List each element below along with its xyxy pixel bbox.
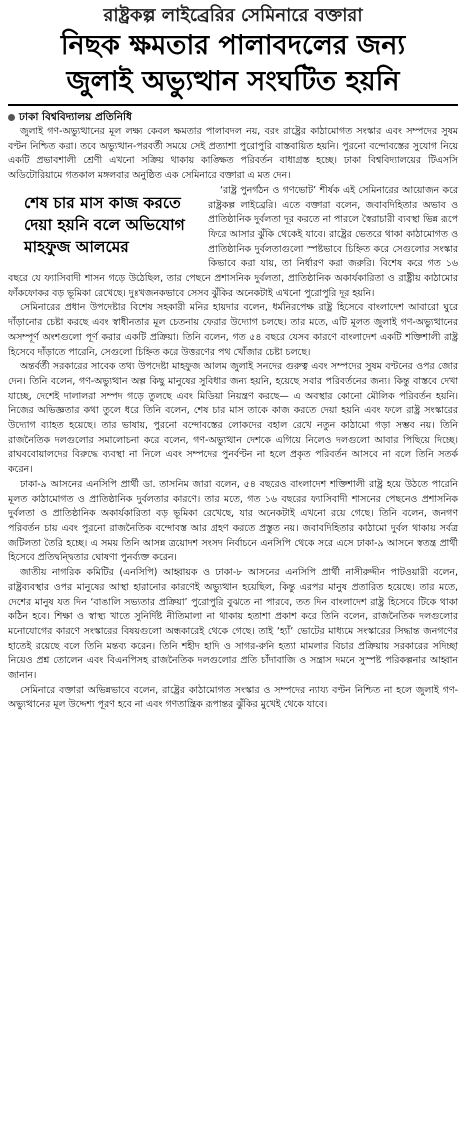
- headline-line-1: নিছক ক্ষমতার পালাবদলের জন্য: [60, 30, 406, 61]
- article-paragraph: ‘রাষ্ট্র পুনর্গঠন ও গণভোট’ শীর্ষক এই সেমিনারের আয়োজন করে রাষ্ট্রকল্প লাইব্রেরি। এতে বক্তারা বলেন, জবাবদিহিতার অভাব ও প্রাতিষ্ঠানিক দুর্বলতা দূর করতে না পারলে স্বৈরাচারী ব্যবস্থা ভিন্ন রূপে ফিরে আসার ঝুঁকি থেকেই যাবে। রাষ্ট্রের ভেতরে থাকা কাঠামোগত ও প্রাতিষ্ঠানিক দুর্বলতাগুলো স্পষ্টভাবে চিহ্নিত করে সেগুলোর সংস্কার কিভাবে করা যায়, তা নির্ধারণ করা জরুরি। বিশেষ করে গত ১৬ বছরে যে ফ্যাসিবাদী শাসন গড়ে উঠেছিল, তার পেছনে প্রশাসনিক দুর্বলতা, প্রাতিষ্ঠানিক অকার্যকারিতা ও রাষ্ট্রীয় কাঠামোর ফাঁকফোকর বড় ভূমিকা রেখেছে। দুঃখজনকভাবে সেসব ঝুঁকির অনেকটাই এখনো পুরোপুরি দূর হয়নি।: [8, 184, 458, 299]
- bullet-icon: [8, 114, 15, 121]
- article-kicker: রাষ্ট্রকল্প লাইব্রেরির সেমিনারে বক্তারা: [103, 5, 363, 26]
- article-paragraph: ঢাকা-৯ আসনের এনসিপি প্রার্থী ডা. তাসনিম জারা বলেন, ৫৪ বছরেও বাংলাদেশ শক্তিশালী রাষ্ট্র হয়ে উঠতে পারেনি মূলত কাঠামোগত ও প্রাতিষ্ঠানিক দুর্বলতার কারণে। তার মতে, গত ১৬ বছরের ফ্যাসিবাদী শাসনের পেছনেও প্রশাসনিক দুর্বলতা ও প্রাতিষ্ঠানিক অকার্যকারিতা বড় ভূমিকা রেখেছে, যার অনেকটাই এখনো রয়ে গেছে। তিনি বলেন, জনগণ পরিবর্তন চায় এবং পুরনো রাজনৈতিক বন্দোবস্ত আর গ্রহণ করতে প্রস্তুত নয়। জবাবদিহিতার কাঠামো দুর্বল থাকায় সর্বত্র জটিলতা তৈরি হচ্ছে। এ সময় তিনি আসন্ন ত্রয়োদশ সংসদ নির্বাচনে এনসিপি থেকে সরে এসে ঢাকা-৯ আসনে স্বতন্ত্র প্রার্থী হিসেবে প্রতিদ্বন্দ্বিতার ঘোষণা পুনর্ব্যক্ত করেন।: [8, 478, 458, 564]
- byline-text: ঢাকা বিশ্ববিদ্যালয় প্রতিনিধি: [19, 111, 132, 123]
- article-paragraph: জাতীয় নাগরিক কমিটির (এনসিপি) আহ্বায়ক ও ঢাকা-৮ আসনের এনসিপি প্রার্থী নাসীরুদ্দীন পাটওয়ারী বলেন, রাষ্ট্রব্যবস্থার ওপর মানুষের আস্থা হারানোর কারণেই অভ্যুত্থান হয়েছিল, কিন্তু এরপর মানুষ প্রতারিত হয়েছে। তার মতে, দেশের মানুষ যত দিন ‘বাঙালি সভ্যতার প্রক্রিয়া’ পুরোপুরি বুঝতে না পারবে, তত দিন বাংলাদেশ রাষ্ট্র হিসেবে টিকে থাকা কঠিন হবে। শিক্ষা ও স্বাস্থ্য খাতে সুনির্দিষ্ট নীতিমালা না থাকায় হতাশা প্রকাশ করে তিনি বলেন, রাজনৈতিক দলগুলোর মনোযোগের কারণে সংস্কারের বিষয়গুলো অন্ধকারেই থেকে গেছে। তাই ‘হ্যাঁ’ ভোটের মাধ্যমে সংস্কারের সিদ্ধান্ত জনগণের হাতেই রয়েছে বলে তিনি মন্তব্য করেন। তিনি শহীদ হাদি ও সাগর-রুনি হত্যা মামলার বিচার প্রক্রিয়ায় সরকারের সদিচ্ছা নিয়েও প্রশ্ন তোলেন এবং বিএনপিসহ রাজনৈতিক দলগুলোর প্রতি চাঁদাবাজি ও সন্ত্রাস দমনে সুস্পষ্ট পরিকল্পনার আহ্বান জানান।: [8, 567, 458, 682]
- headline-divider: [8, 104, 458, 106]
- byline: [8, 110, 458, 125]
- article-paragraph: জুলাই গণ-অভ্যুত্থানের মূল লক্ষ্য কেবল ক্ষমতার পালাবদল নয়, বরং রাষ্ট্রের কাঠামোগত সংস্কার এবং সম্পদের সুষম বণ্টন নিশ্চিত করা। তবে অভ্যুত্থান-পরবর্তী সময়ে সেই প্রত্যাশা পুরোপুরি বাস্তবায়িত হয়নি। পুরনো বন্দোবস্তের সুযোগ নিয়ে একটি প্রভাবশালী শ্রেণী এখনো সক্রিয় থাকায় কাঙ্ক্ষিত পরিবর্তন বাধাগ্রস্ত হচ্ছে। ঢাকা বিশ্ববিদ্যালয়ের টিএসসি অডিটোরিয়ামে গতকাল মঙ্গলবার অনুষ্ঠিত এক সেমিনারে বক্তারা এ মত দেন।: [8, 126, 458, 182]
- headline-line-2: জুলাই অভ্যুত্থান সংঘটিত হয়নি: [66, 66, 400, 97]
- article-paragraph: অন্তর্বর্তী সরকারের সাবেক তথ্য উপদেষ্টা মাহফুজ আলম জুলাই সনদের গুরুত্ব এবং সম্পদের সুষম বণ্টনের ওপর জোর দেন। তিনি বলেন, গণ-অভ্যুত্থান অল্প কিছু মানুষের সুবিধার জন্য হয়নি, হয়েছে সবার পরিবর্তনের জন্য। কিন্তু বাস্তবে দেখা যাচ্ছে, দেশেই দালালরা সম্পদ গড়ে তুলছে এবং মিডিয়া নিয়ন্ত্রণ করছে— এ অবস্থার কোনো মৌলিক পরিবর্তন হয়নি। নিজের অভিজ্ঞতার কথা তুলে ধরে তিনি বলেন, শেষ চার মাস তাকে কাজ করতে দেয়া হয়নি এবং ফলে রাষ্ট্র সংস্কারের উদ্যোগ ব্যাহত হয়েছে। তার ভাষায়, পুরনো বন্দোবস্তের লোকদের বহাল রেখে নতুন কাঠামো গড়া সম্ভব নয়। তিনি রাজনৈতিক দলগুলোর সমালোচনা করে বলেন, গণ-অভ্যুত্থান দেশকে এগিয়ে নিলেও দলগুলো আবার পিছিয়ে দিচ্ছে। রাঘববোয়ালদের বিরুদ্ধে ব্যবস্থা না নিলে এবং সম্পদের পুনর্বণ্টন না হলে প্রকৃত পরিবর্তন আসবে না বলে তিনি সতর্ক করেন।: [8, 361, 458, 476]
- pull-quote: শেষ চার মাস কাজ করতে দেয়া হয়নি বলে অভিযোগ মাহফুজ আলমের: [24, 193, 185, 256]
- article-paragraph: সেমিনারের প্রধান উপদেষ্টার বিশেষ সহকারী মনির হায়দার বলেন, ধর্মনিরপেক্ষ রাষ্ট্র হিসেবে বাংলাদেশ আবারো ঘুরে দাঁড়ানোর চেষ্টা করছে এবং স্বাধীনতার মূল চেতনায় ফেরার উদ্যোগ চলছে। তার মতে, এটি মূলত জুলাই গণ-অভ্যুত্থানের অসম্পূর্ণ অংশগুলো পূর্ণ করার একটি প্রক্রিয়া। তিনি বলেন, গত ৫৪ বছরে যেসব কারণে বাংলাদেশ একটি শক্তিশালী রাষ্ট্র হিসেবে দাঁড়াতে পারেনি, সেগুলো চিহ্নিত করে উত্তরণের পথ খোঁজার চেষ্টা চলছে।: [8, 302, 458, 358]
- article-paragraph: সেমিনারে বক্তারা অভিন্নভাবে বলেন, রাষ্ট্রের কাঠামোগত সংস্কার ও সম্পদের ন্যায্য বণ্টন নিশ্চিত না হলে জুলাই গণ-অভ্যুত্থানের মূল উদ্দেশ্য পূরণ হবে না এবং গণতান্ত্রিক রূপান্তর ঝুঁকির মুখেই থেকে যাবে।: [8, 684, 458, 711]
